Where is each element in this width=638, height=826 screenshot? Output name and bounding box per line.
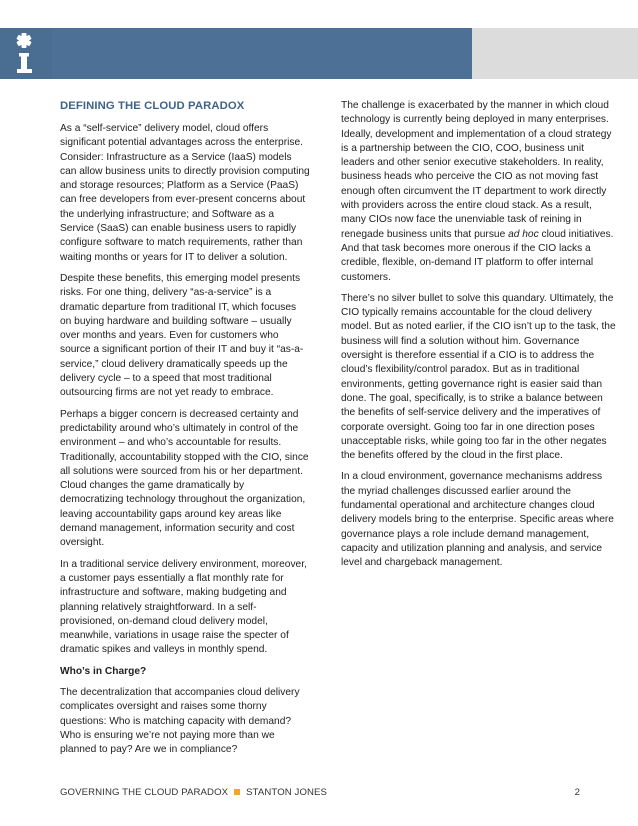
logo-block [0, 28, 52, 79]
header-band [0, 28, 638, 79]
italic-text: ad hoc [508, 228, 539, 240]
paragraph: The decentralization that accompanies cloud delivery complicates oversight and raises some thorny questions: Who is matching capacity with demand? Who is ensuring we’re not paying more than we planned to pay? Are we in compliance? [60, 686, 300, 756]
footer-bullet [234, 789, 240, 795]
paragraph [341, 99, 617, 285]
text-run: cloud initiatives. And that task becomes more onerous if the CIO lacks a credible, flexible, on-demand IT platform to offer internal customers. [341, 228, 614, 283]
footer-running-title [60, 787, 327, 798]
paragraph: Despite these benefits, this emerging model presents risks. For one thing, delivery “as-a-service” is a dramatic departure from traditional IT, which focuses on buying hardware and building software – usually over months and years. Even for customers who source a significant portion of their IT and buy it “as-a-service,” cloud delivery dramatically speeds up the delivery cycle – to a speed that most traditional outsourcing firms are not yet ready to embrace. [60, 272, 304, 399]
paragraph: As a “self-service” delivery model, cloud offers significant potential advantages across the enterprise. Consider: Infrastructure as a Service (IaaS) models can allow business units to directly provision computing and storage resources; Platform as a Service (PaaS) can free developers from ever-present concerns about the underlying infrastructure; and Software as a Service (SaaS) can enable business users to rapidly configure software to match requirements, rather than waiting months or years for IT to deliver a solution. [60, 123, 310, 263]
page-number: 2 [574, 787, 580, 798]
header-grey-band [472, 28, 638, 79]
text-run: The challenge is exacerbated by the manner in which cloud technology is currently being deployed in many enterprises. Ideally, development and implementation of a cloud strategy is a partnership between the CIO, COO, business unit leaders and other senior executive stakeholders. In reality, business heads who perceive the CIO as not moving fast enough often circumvent the IT department to work directly with providers across the entire cloud stack. As a result, many CIOs now face the unenviable task of reining in renegade business units that pursue [341, 100, 612, 240]
footer-title: GOVERNING THE CLOUD PARADOX [60, 787, 229, 798]
paragraph: In a cloud environment, governance mechanisms address the myriad challenges discussed earlier around the fundamental operational and architecture changes cloud delivery models bring to the enterprise. Specific areas where governance plays a role include demand management, capacity and utilization planning and analysis, and service level and chargeback management. [341, 471, 614, 569]
footer-author: STANTON JONES [246, 787, 328, 798]
asterisk-i-logo-icon [10, 32, 40, 76]
section-title: DEFINING THE CLOUD PARADOX [60, 100, 245, 112]
left-column [60, 99, 310, 764]
paragraph: In a traditional service delivery environment, moreover, a customer pays essentially a flat monthly rate for infrastructure and software, making budgeting and planning relatively straightforward. In a self-provisioned, on-demand cloud delivery model, meanwhile, variations in usage raise the specter of dramatic spikes and valleys in monthly spend. [60, 558, 307, 656]
header-blue-band [52, 28, 472, 79]
sub-heading: Who’s in Charge? [60, 665, 147, 677]
right-column [341, 99, 617, 578]
paragraph: Perhaps a bigger concern is decreased certainty and predictability around who’s ultimately in control of the environment – and who’s accountable for results. Traditionally, accountability stopped with the CIO, since all solutions were sourced from his or her department. Cloud changes the game dramatically by democratizing technology throughout the organization, leaving accountability gaps around key areas like demand management, information security and cost oversight. [60, 408, 309, 549]
paragraph: There’s no silver bullet to solve this quandary. Ultimately, the CIO typically remains accountable for the cloud delivery model. But as noted earlier, if the CIO isn’t up to the task, the business will find a solution without him. Governance oversight is therefore essential if a CIO is to address the cloud’s flexibility/control paradox. But as in traditional environments, getting governance right is easier said than done. The goal, specifically, is to strike a balance between the benefits of self-service delivery and the imperatives of corporate oversight. Going too far in one direction poses unacceptable risks, while going too far in the other negates the benefits offered by the cloud in the first place. [341, 292, 616, 462]
